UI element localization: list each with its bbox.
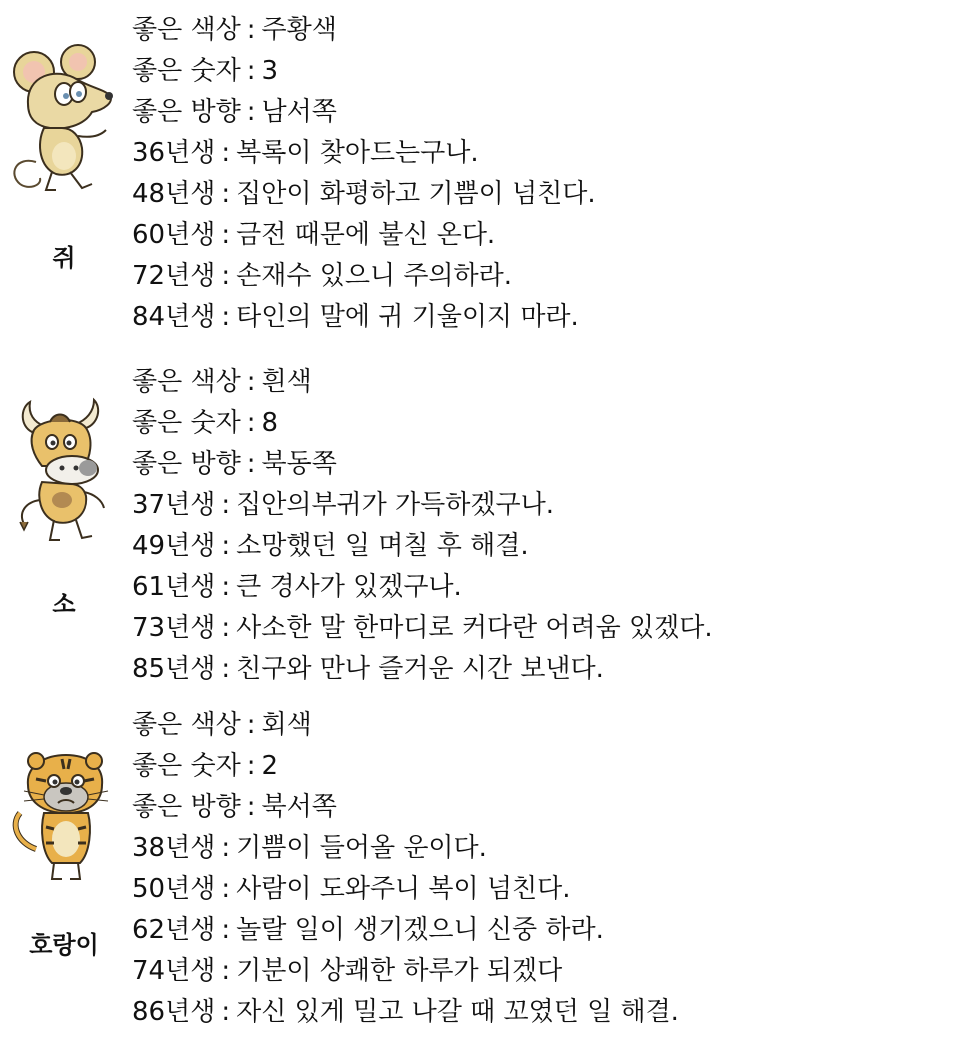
fortune-line: 37년생 : 집안의부귀가 가득하겠구나. (132, 490, 555, 520)
line-text: 큰 경사가 있겠구나. (236, 572, 462, 602)
fortune-line: 73년생 : 사소한 말 한마디로 커다란 어려움 있겠다. (132, 613, 713, 643)
line-text: 기분이 상쾌한 하루가 되겠다 (236, 956, 563, 986)
section-rat (0, 0, 960, 344)
line-label: 50년생 (132, 874, 216, 904)
animal-name: 호랑이 (29, 931, 99, 959)
fortune-list (132, 705, 679, 1033)
animal-name: 쥐 (52, 244, 76, 272)
line-text: 소망했던 일 며칠 후 해결. (236, 531, 529, 561)
line-label: 38년생 (132, 833, 216, 863)
fortune-line: 좋은 방향 : 북동쪽 (132, 449, 337, 479)
fortune-line: 좋은 방향 : 남서쪽 (132, 97, 337, 127)
rat-cartoon-icon (6, 44, 124, 194)
line-label: 86년생 (132, 997, 216, 1027)
section-tiger (0, 695, 960, 1039)
fortune-line: 38년생 : 기쁨이 들어올 운이다. (132, 833, 487, 863)
fortune-line: 좋은 숫자 : 8 (132, 408, 279, 438)
line-text: 3 (261, 56, 279, 86)
line-label: 좋은 방향 (132, 449, 241, 479)
line-label: 85년생 (132, 654, 216, 684)
fortune-line: 좋은 색상 : 흰색 (132, 367, 312, 397)
line-label: 48년생 (132, 179, 216, 209)
line-text: 손재수 있으니 주의하라. (236, 261, 513, 291)
fortune-line: 62년생 : 놀랄 일이 생기겠으니 신중 하라. (132, 915, 604, 945)
line-text: 집안이 화평하고 기쁨이 넘친다. (236, 179, 596, 209)
fortune-list (132, 362, 713, 690)
fortune-line: 84년생 : 타인의 말에 귀 기울이지 마라. (132, 302, 579, 332)
fortune-line: 36년생 : 복록이 찾아드는구나. (132, 138, 479, 168)
line-text: 흰색 (261, 367, 312, 397)
fortune-line: 85년생 : 친구와 만나 즐거운 시간 보낸다. (132, 654, 604, 684)
fortune-line: 49년생 : 소망했던 일 며칠 후 해결. (132, 531, 529, 561)
line-text: 친구와 만나 즐거운 시간 보낸다. (236, 654, 604, 684)
line-label: 좋은 색상 (132, 15, 241, 45)
line-label: 60년생 (132, 220, 216, 250)
fortune-line: 좋은 색상 : 회색 (132, 710, 312, 740)
line-text: 북서쪽 (261, 792, 337, 822)
fortune-line: 60년생 : 금전 때문에 불신 온다. (132, 220, 496, 250)
fortune-line: 좋은 방향 : 북서쪽 (132, 792, 337, 822)
line-text: 주황색 (261, 15, 337, 45)
line-text: 사람이 도와주니 복이 넘친다. (236, 874, 571, 904)
line-text: 남서쪽 (261, 97, 337, 127)
animal-name: 소 (52, 590, 76, 618)
line-text: 자신 있게 밀고 나갈 때 꼬였던 일 해결. (236, 997, 679, 1027)
line-label: 72년생 (132, 261, 216, 291)
fortune-list (132, 10, 596, 338)
line-text: 놀랄 일이 생기겠으니 신중 하라. (236, 915, 604, 945)
fortune-line: 48년생 : 집안이 화평하고 기쁨이 넘친다. (132, 179, 596, 209)
line-label: 84년생 (132, 302, 216, 332)
line-text: 회색 (261, 710, 312, 740)
line-label: 좋은 색상 (132, 710, 241, 740)
line-text: 사소한 말 한마디로 커다란 어려움 있겠다. (236, 613, 713, 643)
line-label: 73년생 (132, 613, 216, 643)
line-label: 좋은 숫자 (132, 408, 241, 438)
line-label: 49년생 (132, 531, 216, 561)
line-text: 기쁨이 들어올 운이다. (236, 833, 487, 863)
line-label: 62년생 (132, 915, 216, 945)
line-label: 좋은 숫자 (132, 751, 241, 781)
line-label: 37년생 (132, 490, 216, 520)
line-text: 타인의 말에 귀 기울이지 마라. (236, 302, 579, 332)
fortune-line: 좋은 색상 : 주황색 (132, 15, 337, 45)
fortune-line: 50년생 : 사람이 도와주니 복이 넘친다. (132, 874, 571, 904)
fortune-line: 86년생 : 자신 있게 밀고 나갈 때 꼬였던 일 해결. (132, 997, 679, 1027)
line-label: 좋은 숫자 (132, 56, 241, 86)
fortune-line: 좋은 숫자 : 2 (132, 751, 279, 781)
fortune-line: 61년생 : 큰 경사가 있겠구나. (132, 572, 462, 602)
ox-cartoon-icon (6, 396, 124, 546)
fortune-line: 좋은 숫자 : 3 (132, 56, 279, 86)
line-label: 좋은 방향 (132, 792, 241, 822)
line-label: 74년생 (132, 956, 216, 986)
line-text: 북동쪽 (261, 449, 337, 479)
line-text: 금전 때문에 불신 온다. (236, 220, 496, 250)
line-text: 8 (261, 408, 279, 438)
line-text: 복록이 찾아드는구나. (236, 138, 479, 168)
section-ox (0, 352, 960, 696)
line-label: 좋은 방향 (132, 97, 241, 127)
line-label: 좋은 색상 (132, 367, 241, 397)
line-text: 2 (261, 751, 279, 781)
line-label: 61년생 (132, 572, 216, 602)
line-text: 집안의부귀가 가득하겠구나. (236, 490, 555, 520)
fortune-line: 74년생 : 기분이 상쾌한 하루가 되겠다 (132, 956, 563, 986)
fortune-line: 72년생 : 손재수 있으니 주의하라. (132, 261, 513, 291)
line-label: 36년생 (132, 138, 216, 168)
tiger-cartoon-icon (6, 739, 124, 889)
